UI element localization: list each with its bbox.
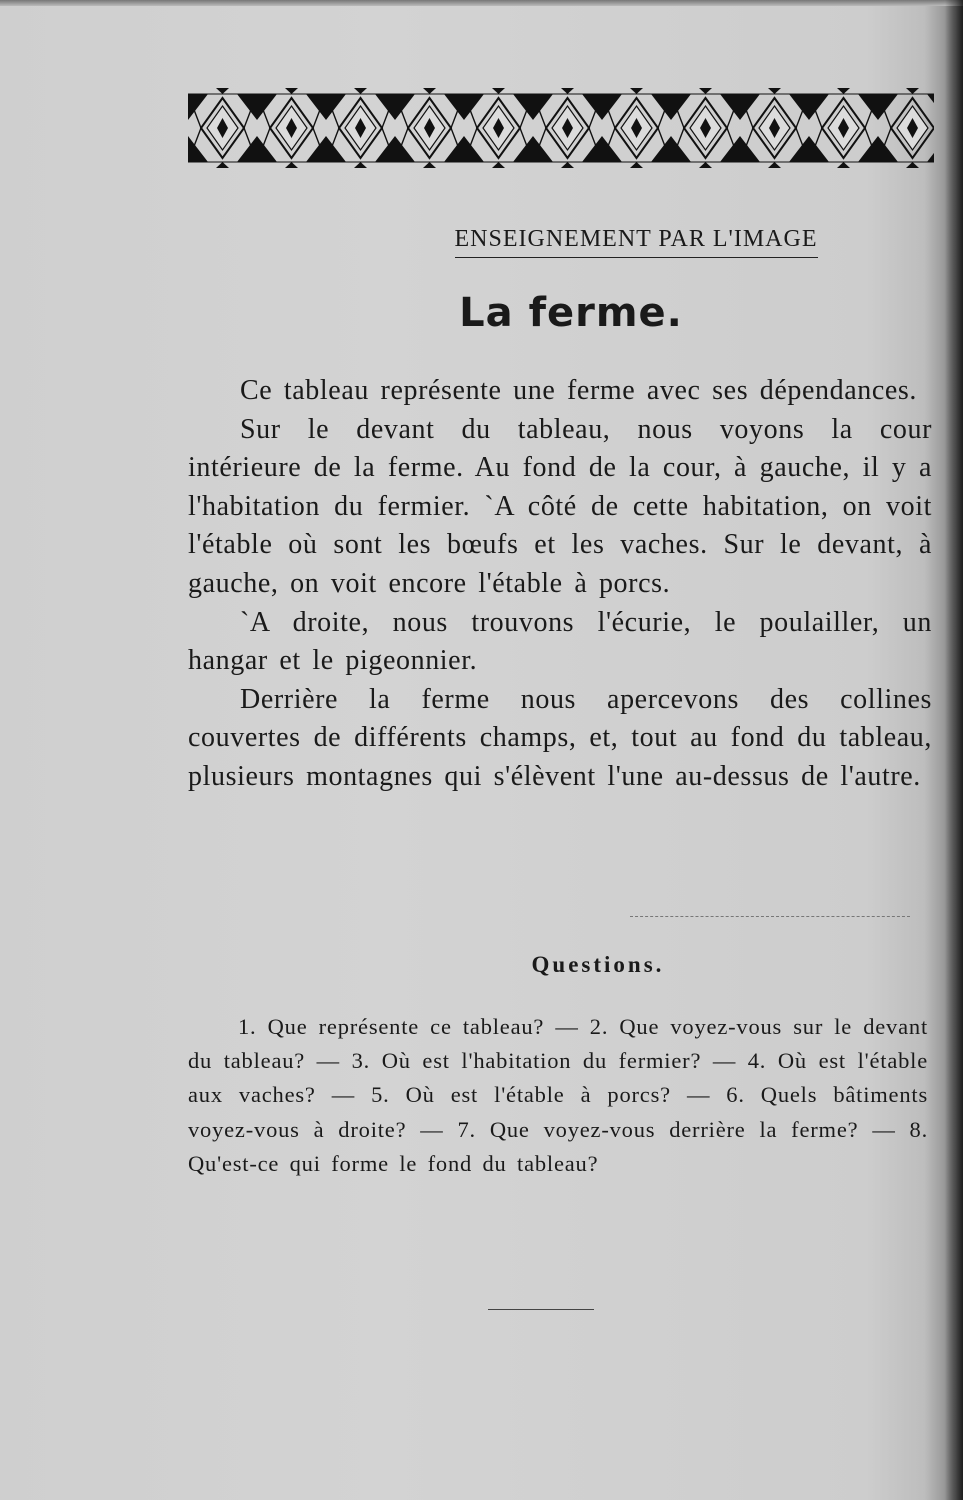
paragraph: Sur le devant du tableau, nous voyons la cour intérieure de la ferme. Au fond de la cour, à gauche, il y a l'habitation du fermier. `A côté de cette habitation, on voit l'étable où sont les bœufs et les vaches. Sur le devant, à gauche, on voit encore l'étable à porcs. bbox=[188, 413, 932, 599]
page-top-edge bbox=[0, 0, 963, 6]
page-binding-shadow bbox=[945, 0, 963, 1500]
page-title: La ferme. bbox=[459, 290, 683, 336]
section-header-text: ENSEIGNEMENT PAR L'IMAGE bbox=[455, 226, 818, 258]
paragraph: Derrière la ferme nous apercevons des collines couvertes de différents champs, et, tout au fond du tableau, plusieurs montagnes qui s'élèvent l'une au-dessus de l'autre. bbox=[188, 683, 932, 792]
questions-list bbox=[188, 1010, 928, 1181]
lesson-text bbox=[188, 372, 932, 797]
paragraph: Ce tableau représente une ferme avec ses dépendances. bbox=[240, 375, 918, 406]
end-rule bbox=[488, 1309, 594, 1310]
questions-heading: Questions. bbox=[531, 952, 665, 977]
dashed-separator bbox=[630, 916, 910, 917]
decorative-ornament-band bbox=[188, 88, 934, 168]
paragraph: `A droite, nous trouvons l'écurie, le poulailler, un hangar et le pigeonnier. bbox=[188, 606, 932, 677]
questions-paragraph: 1. Que représente ce tableau? — 2. Que voyez-vous sur le devant du tableau? — 3. Où est l'habitation du fermier? — 4. Où est l'étable aux vaches? — 5. Où est l'étable à porcs? — 6. Quels bâtiments voyez-vous à droite? — 7. Que voyez-vous derrière la ferme? — 8. Qu'est-ce qui forme le fond du tableau? bbox=[188, 1014, 928, 1176]
section-header bbox=[188, 226, 934, 258]
